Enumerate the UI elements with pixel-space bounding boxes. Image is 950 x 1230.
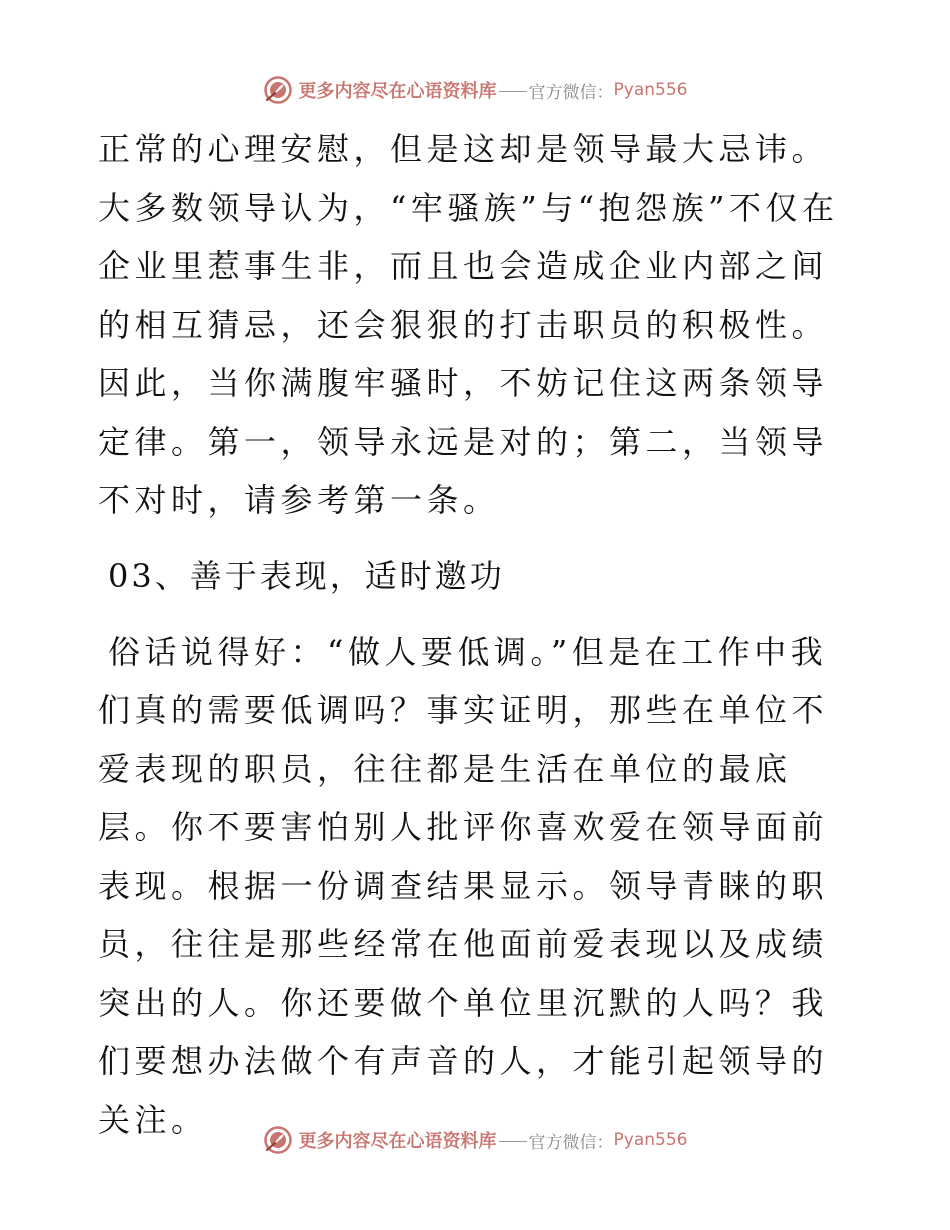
footer-separator bbox=[499, 1141, 527, 1142]
pen-nib-logo-icon bbox=[263, 1125, 293, 1155]
paragraph-2: 俗话说得好：“做人要低调。”但是在工作中我们真的需要低调吗？事实证明，那些在单位不爱表现的职员，往往都是生活在单位的最底层。你不要害怕别人批评你喜欢爱在领导面前表现。根据一份调查结果显示。领导青睐的职员，往往是那些经常在他面前爱表现以及成绩突出的人。你还要做个单位里沉默的人吗？我们要想办法做个有声音的人，才能引起领导的关注。 bbox=[98, 632, 829, 1139]
header-brand-text: 更多内容尽在心语资料库 bbox=[298, 81, 497, 102]
header-separator bbox=[499, 91, 527, 92]
footer-wechat-id: Pyan556 bbox=[613, 1130, 688, 1150]
footer-brand-text: 更多内容尽在心语资料库 bbox=[298, 1131, 497, 1152]
header-wechat-id: Pyan556 bbox=[613, 80, 688, 100]
footer-watermark bbox=[0, 1122, 950, 1158]
paragraph-1: 正常的心理安慰，但是这却是领导最大忌讳。大多数领导认为，“牢骚族”与“抱怨族”不仅在企业里惹事生非，而且也会造成企业内部之间的相互猜忌，还会狠狠的打击职员的积极性。因此，当你满腹牢骚时，不妨记住这两条领导定律。第一，领导永远是对的；第二，当领导不对时，请参考第一条。 bbox=[98, 130, 839, 519]
header-official-label: 官方微信： bbox=[528, 82, 614, 103]
footer-official-label: 官方微信： bbox=[528, 1132, 614, 1153]
section-heading: 03、善于表现，适时邀功 bbox=[108, 556, 505, 595]
header-watermark bbox=[0, 72, 950, 108]
document-body bbox=[98, 120, 858, 1149]
pen-nib-logo-icon bbox=[263, 75, 293, 105]
